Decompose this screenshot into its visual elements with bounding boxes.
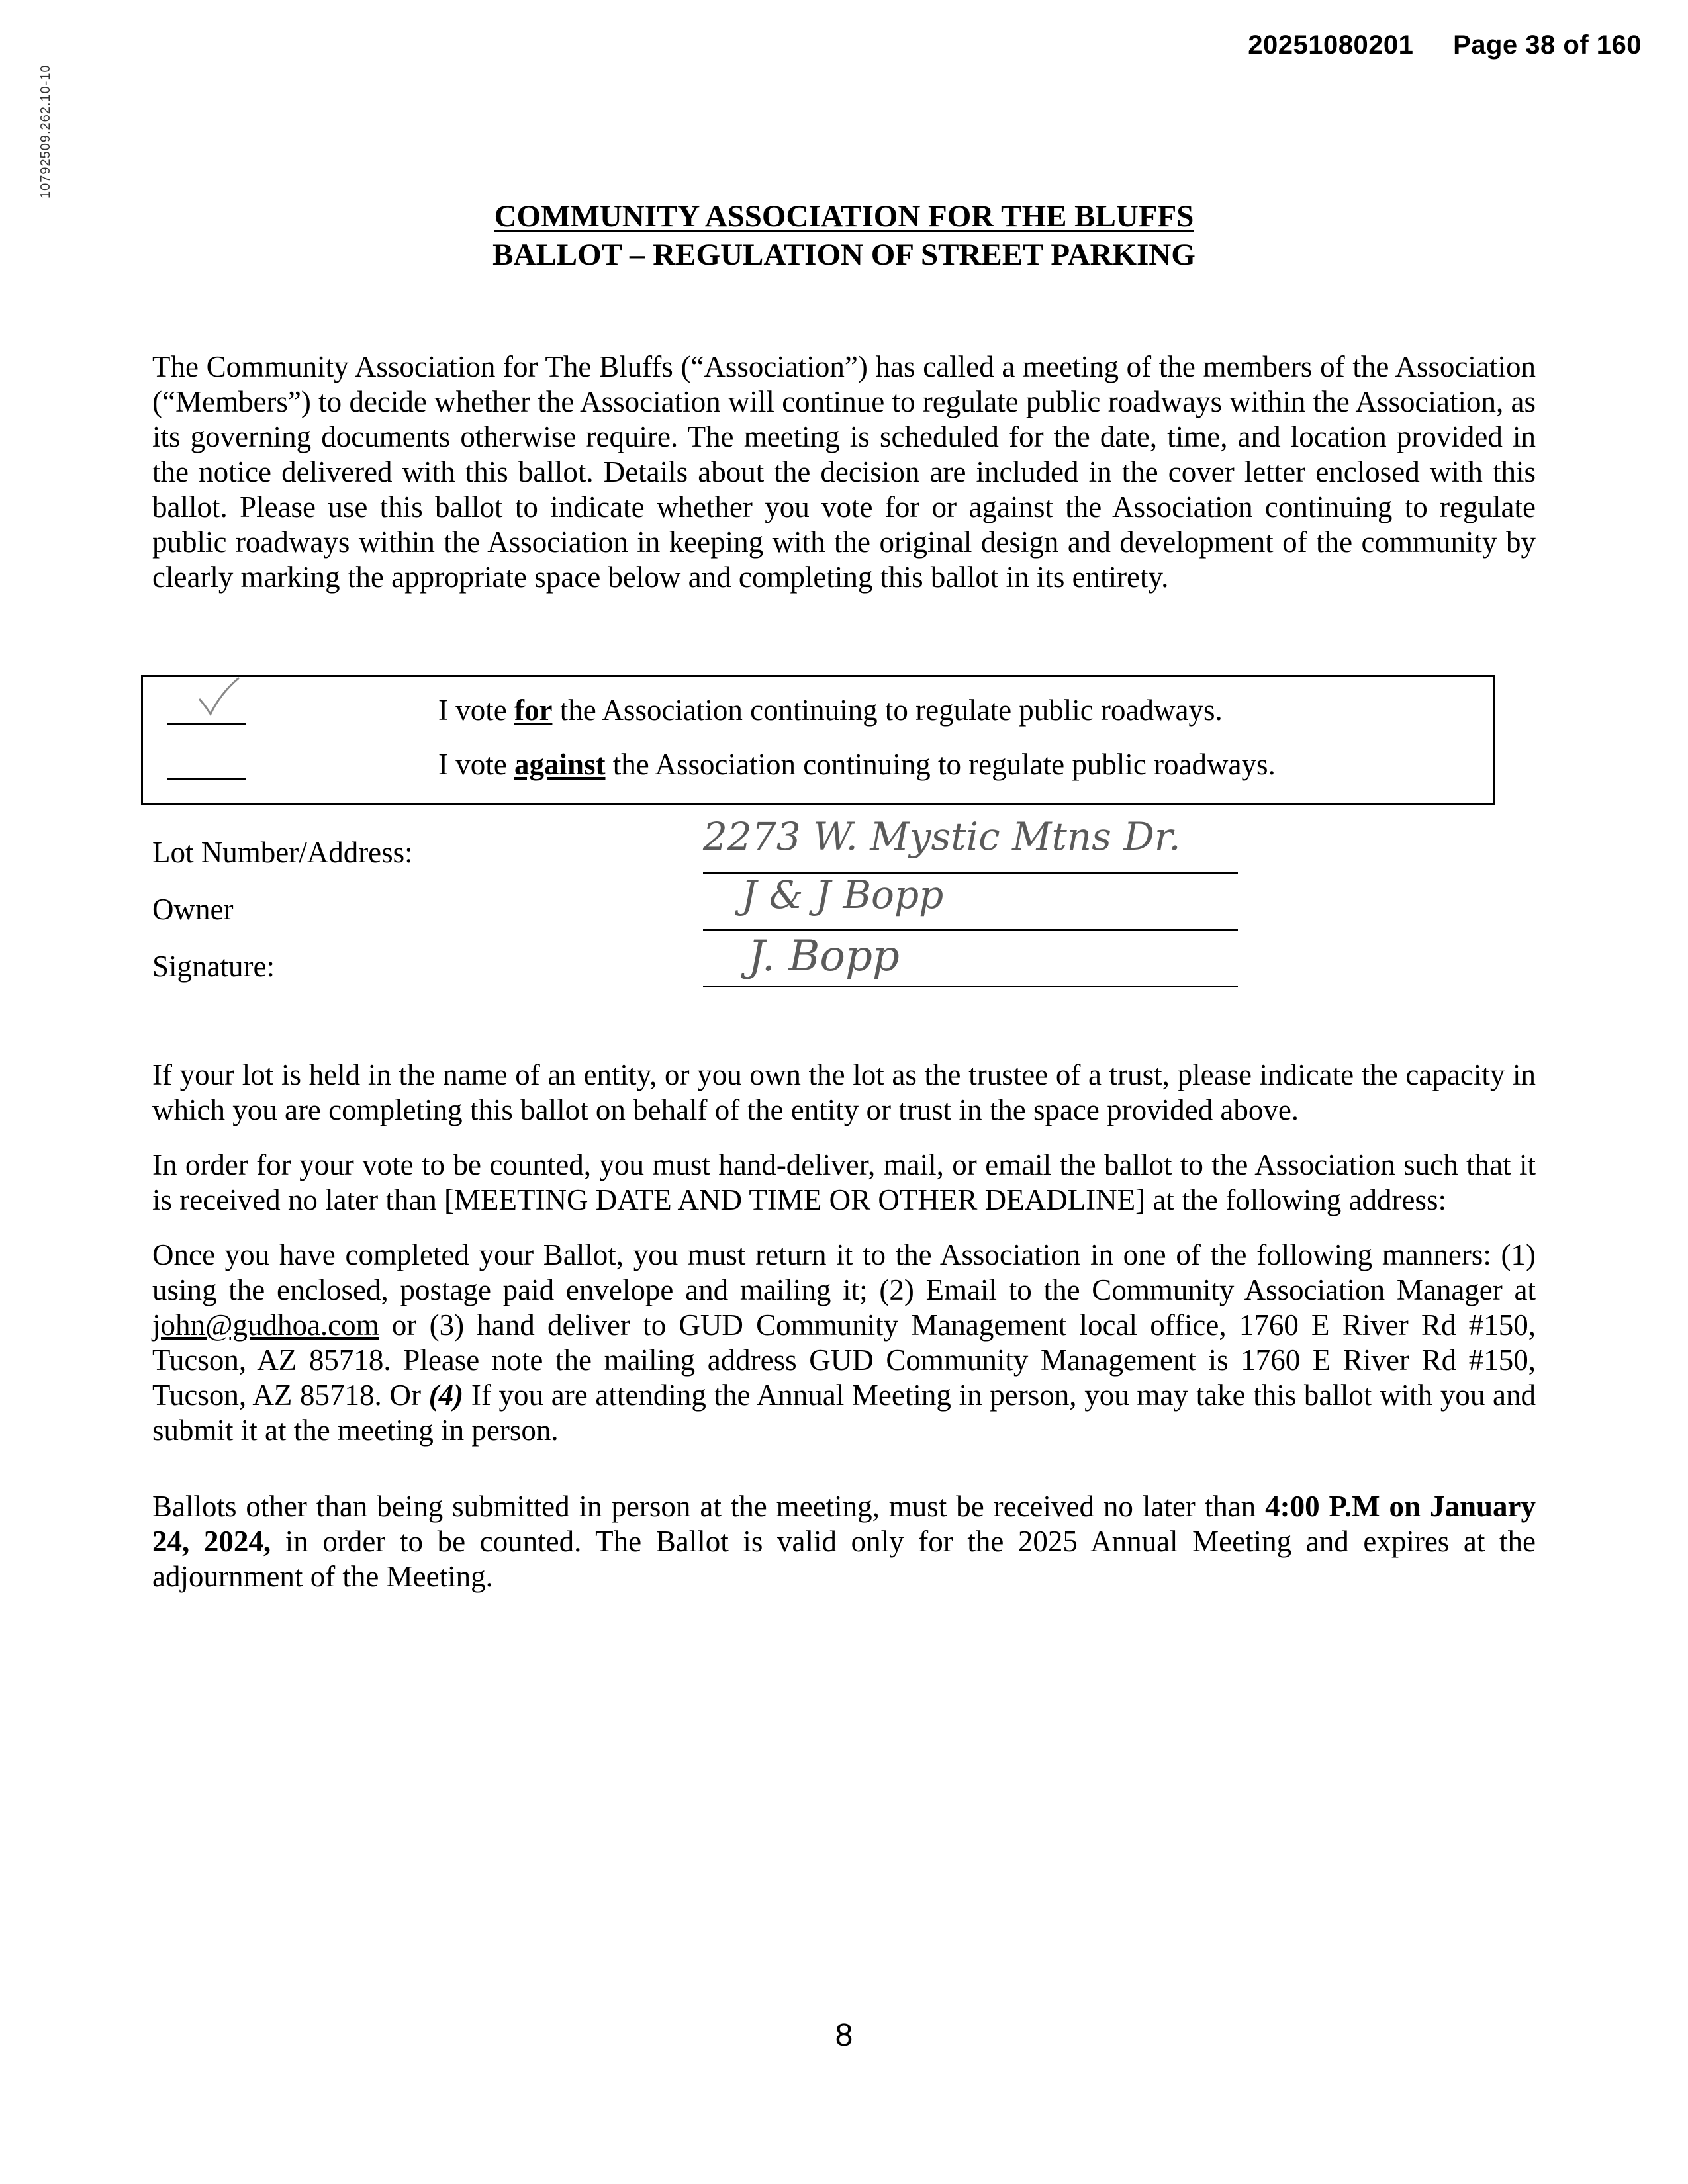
side-filing-stamp: 10792509.262.10-10 [38, 64, 53, 199]
intro-paragraph: The Community Association for The Bluffs (“Association”) has called a meeting of the members of the Association (“Members”) to decide whether the Association will continue to regulate public roadways within the Association, as its governing documents otherwise require. The meeting is scheduled for the date, time, and location provided in the notice delivered with this ballot. Details about the decision are included in the cover letter enclosed with this ballot. Please use this ballot to indicate whether you vote for or against the Association continuing to regulate public roadways within the Association in keeping with the original design and development of the community by clearly marking the appropriate space below and completing this ballot in its entirety. [152, 350, 1536, 594]
entity-instructions-paragraph: If your lot is held in the name of an entity, or you own the lot as the trustee of a trust, please indicate the capacity in which you are completing this ballot on behalf of the entity or trust in the space provided above. [152, 1058, 1536, 1126]
deadline-text-1: Ballots other than being submitted in person at the meeting, must be received no later than [152, 1490, 1266, 1523]
vote-against-mark-line[interactable] [167, 778, 246, 780]
return-methods-text-2: or (3) hand deliver to GUD Community Management local office, 1760 E River Rd #150, Tucson, AZ 85718. Please note the mailing address GUD Community Management is 1760 E River Rd #150, Tucson, AZ 85718. Or [152, 1308, 1536, 1412]
owner-line [703, 929, 1238, 931]
owner-handwritten-value[interactable]: J & J Bopp [741, 872, 944, 917]
signature-label: Signature: [152, 950, 275, 983]
vote-against-suffix: the Association continuing to regulate public roadways. [605, 748, 1276, 781]
vote-against-prefix: I vote [438, 748, 514, 781]
vote-for-mark-line[interactable] [167, 723, 246, 725]
deadline-date: 4:00 P.M on January 24, 2024, [152, 1490, 1536, 1558]
signature-handwritten-value[interactable]: J. Bopp [748, 932, 900, 981]
vote-for-suffix: the Association continuing to regulate public roadways. [552, 694, 1223, 727]
return-methods-text-3: If you are attending the Annual Meeting in person, you may take this ballot with you and submit it at the meeting in person. [152, 1379, 1536, 1447]
return-methods-paragraph [152, 1238, 1536, 1448]
owner-label: Owner [152, 893, 234, 926]
option-four-marker: (4) [428, 1379, 464, 1412]
handwritten-check-icon [196, 674, 242, 721]
vote-against-option [438, 747, 1276, 782]
return-methods-text-1: Once you have completed your Ballot, you must return it to the Association in one of the following manners: (1) using the enclosed, postage paid envelope and mailing it; (2) Email to the Community Association Manager at [152, 1238, 1536, 1306]
signature-line [703, 986, 1238, 987]
delivery-instructions-paragraph: In order for your vote to be counted, you must hand-deliver, mail, or email the ballot to the Association such that it is received no later than [MEETING DATE AND TIME OR OTHER DEADLINE] at the following address: [152, 1148, 1536, 1216]
ballot-title [0, 197, 1688, 274]
page-number: 8 [835, 2018, 853, 2053]
vote-against-keyword: against [514, 748, 606, 781]
lot-address-handwritten-value[interactable]: 2273 W. Mystic Mtns Dr. [703, 814, 1181, 859]
manager-email-link[interactable]: john@gudhoa.com [152, 1308, 379, 1342]
deadline-paragraph [152, 1489, 1536, 1594]
vote-selection-box [141, 675, 1495, 805]
document-number: 20251080201 [1248, 30, 1414, 60]
lot-address-label: Lot Number/Address: [152, 836, 413, 869]
page-counter: Page 38 of 160 [1453, 30, 1642, 60]
vote-for-prefix: I vote [438, 694, 514, 727]
deadline-text-2: in order to be counted. The Ballot is valid only for the 2025 Annual Meeting and expires at the adjournment of the Meeting. [152, 1525, 1536, 1593]
title-ballot-subject: BALLOT – REGULATION OF STREET PARKING [492, 238, 1196, 272]
document-reference-header [1248, 30, 1642, 60]
vote-for-option [438, 693, 1223, 727]
title-association-name: COMMUNITY ASSOCIATION FOR THE BLUFFS [494, 199, 1194, 234]
vote-for-keyword: for [514, 694, 553, 727]
